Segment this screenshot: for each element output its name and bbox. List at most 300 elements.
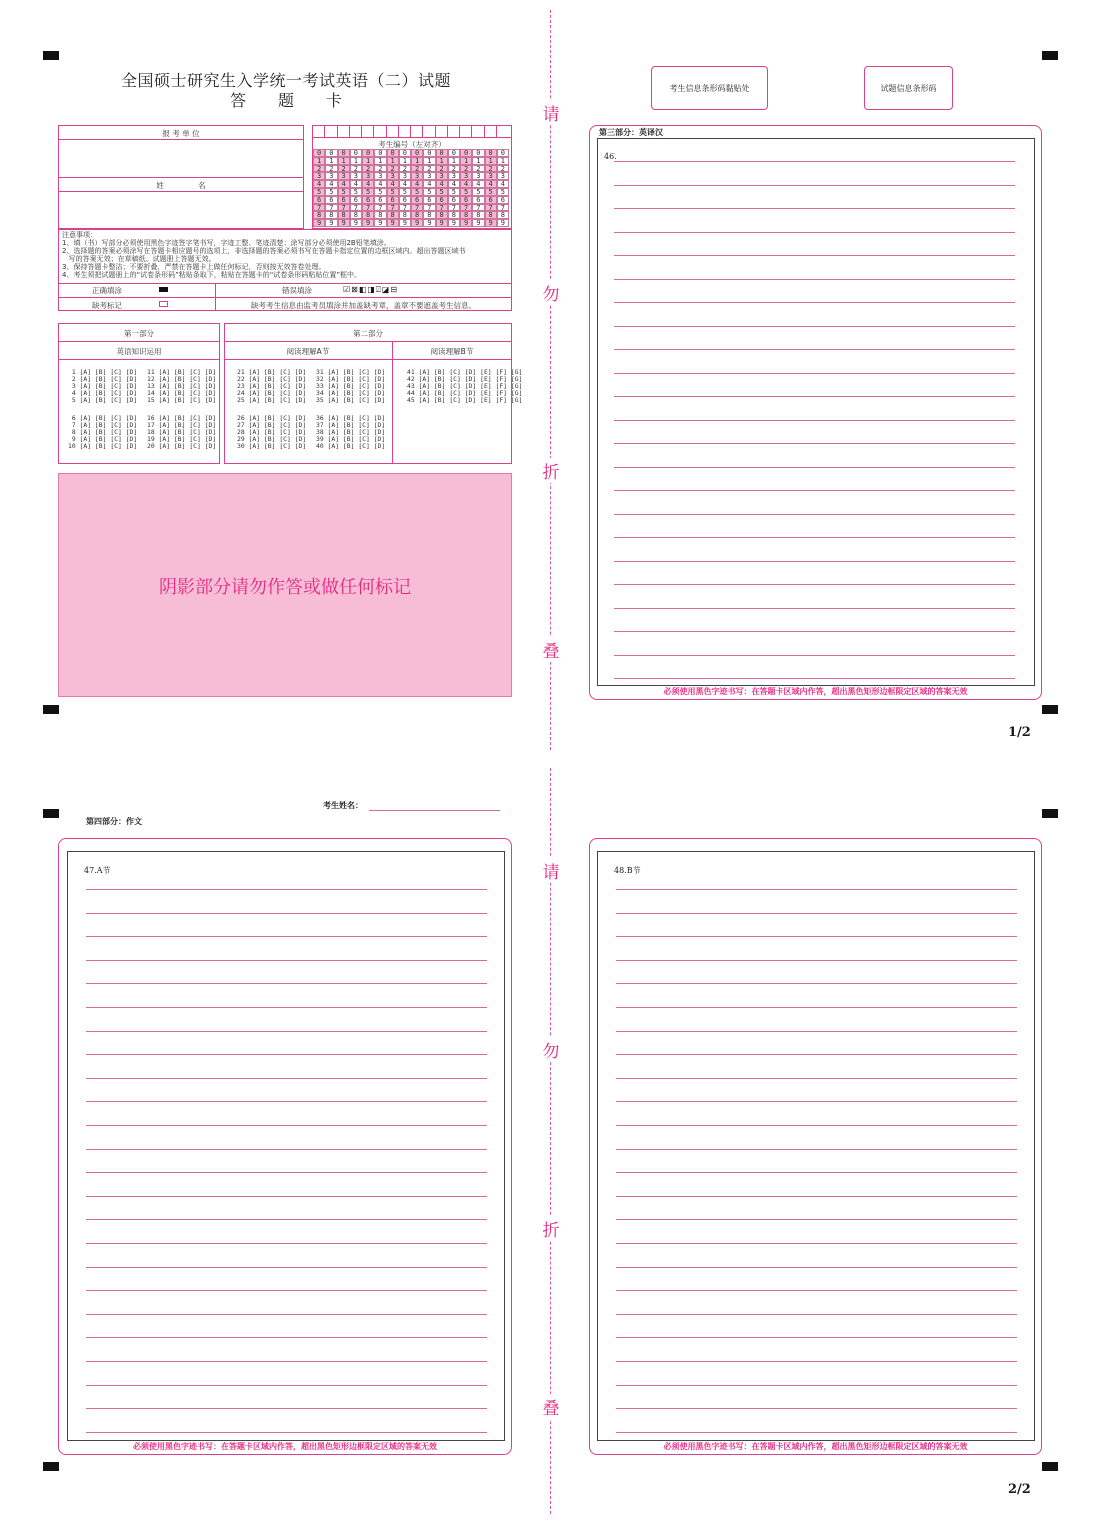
writing-line [616, 936, 1017, 937]
id-digit-bubble[interactable]: 2 [313, 165, 325, 173]
id-digit-column[interactable] [374, 149, 386, 227]
id-digit-bubble[interactable]: 2 [387, 165, 399, 173]
writing-line [614, 678, 1015, 679]
id-digit-bubble[interactable]: 0 [411, 149, 423, 157]
id-digit-bubble[interactable]: 9 [325, 219, 337, 227]
id-write-cell[interactable] [423, 126, 435, 137]
id-digit-bubble[interactable]: 6 [338, 196, 350, 204]
id-digit-bubble[interactable]: 5 [362, 188, 374, 196]
fold-char: 勿 [540, 280, 562, 305]
id-digit-bubble[interactable]: 5 [350, 188, 362, 196]
id-digit-bubble[interactable]: 3 [325, 172, 337, 180]
id-digit-bubble[interactable]: 1 [460, 157, 472, 165]
id-digit-bubble[interactable]: 6 [423, 196, 435, 204]
id-digit-bubble[interactable]: 5 [374, 188, 386, 196]
id-digit-bubble[interactable]: 5 [423, 188, 435, 196]
id-digit-bubble[interactable]: 1 [497, 157, 509, 165]
id-digit-bubble[interactable]: 1 [313, 157, 325, 165]
writing-line [616, 960, 1017, 961]
candidate-barcode-box[interactable]: 考生信息条形码黏贴处 [651, 66, 768, 110]
id-digit-bubble[interactable]: 3 [472, 172, 484, 180]
id-digit-bubble[interactable]: 3 [485, 172, 497, 180]
id-digit-bubble[interactable]: 4 [350, 180, 362, 188]
id-digit-bubble[interactable]: 2 [448, 165, 460, 173]
fold-char: 勿 [540, 1037, 562, 1062]
writing-line [614, 255, 1015, 256]
id-digit-bubble[interactable]: 7 [399, 204, 411, 212]
id-label: 考生编号（左对齐） [378, 140, 446, 149]
answer-block-41-45[interactable]: 41 [A] [B] [C] [D] [E] [F] [G] 42 [A] [B] [C] [D] [E] [F] [G] 43 [A] [B] [C] [D] [E] [F] [G] 44 [A] [B] [C] [D] [E] [F] [G] 45 [A] [B] [C] [D] [E] [F] [G] [407, 368, 523, 405]
writing-line [614, 208, 1015, 209]
id-digit-column[interactable] [497, 149, 509, 227]
writing-line [616, 1125, 1017, 1126]
writing-line [614, 608, 1015, 609]
id-digit-bubble[interactable]: 0 [472, 149, 484, 157]
id-digit-bubble[interactable]: 9 [423, 219, 435, 227]
writing-line [614, 161, 1015, 162]
id-digit-bubble[interactable]: 2 [338, 165, 350, 173]
id-digit-bubble[interactable]: 9 [436, 219, 448, 227]
footer-note: 必须使用黑色字迹书写：在答题卡区域内作答，超出黑色矩形边框限定区域的答案无效 [133, 1442, 437, 1451]
id-digit-column[interactable] [448, 149, 460, 227]
id-digit-bubble[interactable]: 7 [325, 204, 337, 212]
writing-line [86, 1054, 487, 1055]
writing-line [614, 302, 1015, 303]
writing-line [616, 1290, 1017, 1291]
fold-char: 折 [540, 1216, 562, 1241]
id-digit-bubble[interactable]: 8 [362, 211, 374, 219]
answer-block-16-20[interactable]: 16 [A] [B] [C] [D] 17 [A] [B] [C] [D] 18 [A] [B] [C] [D] 19 [A] [B] [C] [D] 20 [A] [B] [C] [D] [147, 414, 217, 451]
id-bubble-grid[interactable] [313, 149, 509, 227]
writing-line [86, 889, 487, 890]
unit-label: 报 考 单 位 [162, 129, 200, 138]
writing-line [86, 1078, 487, 1079]
part3-label: 第三部分：英译汉 [599, 128, 663, 137]
id-digit-bubble[interactable]: 3 [460, 172, 472, 180]
id-digit-bubble[interactable]: 3 [436, 172, 448, 180]
id-digit-column[interactable] [362, 149, 374, 227]
id-digit-bubble[interactable]: 2 [350, 165, 362, 173]
id-digit-bubble[interactable]: 2 [362, 165, 374, 173]
page-title: 全国硕士研究生入学统一考试英语（二）试题 [120, 71, 451, 90]
id-digit-bubble[interactable]: 0 [387, 149, 399, 157]
page-subtitle: 答题卡 [229, 91, 374, 110]
id-digit-bubble[interactable]: 6 [350, 196, 362, 204]
id-digit-bubble[interactable]: 6 [411, 196, 423, 204]
id-write-cell[interactable] [497, 126, 509, 137]
id-digit-bubble[interactable]: 3 [374, 172, 386, 180]
id-digit-bubble[interactable]: 0 [313, 149, 325, 157]
id-digit-bubble[interactable]: 1 [338, 157, 350, 165]
id-digit-bubble[interactable]: 7 [423, 204, 435, 212]
id-digit-bubble[interactable]: 5 [436, 188, 448, 196]
id-digit-bubble[interactable]: 9 [387, 219, 399, 227]
writing-line [86, 1385, 487, 1386]
id-digit-bubble[interactable]: 2 [325, 165, 337, 173]
id-digit-bubble[interactable]: 7 [485, 204, 497, 212]
id-digit-column[interactable] [423, 149, 435, 227]
writing-line [614, 467, 1015, 468]
writing-line [616, 1243, 1017, 1244]
id-digit-bubble[interactable]: 2 [472, 165, 484, 173]
id-digit-bubble[interactable]: 9 [313, 219, 325, 227]
id-write-cell[interactable] [325, 126, 337, 137]
registration-mark [1042, 51, 1058, 60]
id-digit-bubble[interactable]: 3 [497, 172, 509, 180]
page-number: 1/2 [1008, 725, 1031, 740]
id-digit-bubble[interactable]: 2 [436, 165, 448, 173]
id-digit-bubble[interactable]: 1 [436, 157, 448, 165]
id-digit-bubble[interactable]: 4 [436, 180, 448, 188]
id-digit-bubble[interactable]: 8 [448, 211, 460, 219]
fold-char: 叠 [540, 1394, 562, 1419]
id-digit-bubble[interactable]: 4 [423, 180, 435, 188]
id-digit-bubble[interactable]: 8 [497, 211, 509, 219]
id-digit-bubble[interactable]: 5 [485, 188, 497, 196]
id-digit-bubble[interactable]: 7 [411, 204, 423, 212]
writing-line [616, 1267, 1017, 1268]
writing-line [86, 1290, 487, 1291]
answer-block-26-30[interactable]: 26 [A] [B] [C] [D] 27 [A] [B] [C] [D] 28 [A] [B] [C] [D] 29 [A] [B] [C] [D] 30 [A] [B] [C] [D] [237, 414, 307, 451]
writing-line [614, 561, 1015, 562]
id-digit-bubble[interactable]: 0 [485, 149, 497, 157]
writing-line [616, 1101, 1017, 1102]
id-digit-bubble[interactable]: 6 [436, 196, 448, 204]
writing-line [86, 1314, 487, 1315]
id-digit-bubble[interactable]: 0 [460, 149, 472, 157]
id-digit-bubble[interactable]: 5 [325, 188, 337, 196]
note-line: 3、保持答题卡整洁；不要折叠，严禁在答题卡上做任何标记，否则按无效答卷处理。 [62, 263, 326, 271]
note-line: 4、考生须把试题册上的“试卷条形码”粘贴条取下，粘贴在答题卡的“试卷条形码粘贴位置”框中。 [62, 271, 361, 279]
id-digit-bubble[interactable]: 8 [472, 211, 484, 219]
answer-block-36-40[interactable]: 36 [A] [B] [C] [D] 37 [A] [B] [C] [D] 38 [A] [B] [C] [D] 39 [A] [B] [C] [D] 40 [A] [B] [C] [D] [316, 414, 386, 451]
writing-line [86, 1031, 487, 1032]
id-digit-bubble[interactable]: 6 [448, 196, 460, 204]
absent-mark-checkbox[interactable] [159, 301, 168, 307]
id-digit-bubble[interactable]: 1 [423, 157, 435, 165]
id-digit-bubble[interactable]: 3 [423, 172, 435, 180]
id-digit-bubble[interactable]: 2 [485, 165, 497, 173]
id-digit-bubble[interactable]: 1 [411, 157, 423, 165]
fold-char: 叠 [540, 637, 562, 662]
writing-line [86, 1196, 487, 1197]
id-digit-bubble[interactable]: 9 [460, 219, 472, 227]
id-digit-bubble[interactable]: 4 [313, 180, 325, 188]
id-digit-bubble[interactable]: 7 [472, 204, 484, 212]
writing-line [616, 1408, 1017, 1409]
id-digit-bubble[interactable]: 6 [460, 196, 472, 204]
id-digit-bubble[interactable]: 2 [374, 165, 386, 173]
id-digit-bubble[interactable]: 8 [423, 211, 435, 219]
id-digit-bubble[interactable]: 8 [460, 211, 472, 219]
footer-note: 必须使用黑色字迹书写：在答题卡区域内作答，超出黑色矩形边框限定区域的答案无效 [663, 1442, 968, 1451]
id-digit-bubble[interactable]: 1 [362, 157, 374, 165]
id-digit-column[interactable] [411, 149, 423, 227]
id-digit-bubble[interactable]: 3 [362, 172, 374, 180]
id-digit-bubble[interactable]: 9 [485, 219, 497, 227]
id-write-cell[interactable] [472, 126, 484, 137]
id-digit-bubble[interactable]: 0 [423, 149, 435, 157]
writing-line [86, 1007, 487, 1008]
candidate-name-field[interactable] [369, 810, 500, 811]
id-digit-bubble[interactable]: 7 [313, 204, 325, 212]
writing-line [614, 349, 1015, 350]
id-digit-bubble[interactable]: 6 [387, 196, 399, 204]
id-digit-bubble[interactable]: 4 [497, 180, 509, 188]
id-digit-bubble[interactable]: 1 [350, 157, 362, 165]
writing-line [616, 913, 1017, 914]
answer-block-21-25[interactable]: 21 [A] [B] [C] [D] 22 [A] [B] [C] [D] 23 [A] [B] [C] [D] 24 [A] [B] [C] [D] 25 [A] [B] [C] [D] [237, 368, 307, 405]
writing-line [86, 1149, 487, 1150]
id-digit-bubble[interactable]: 4 [362, 180, 374, 188]
id-write-cell[interactable] [338, 126, 350, 137]
id-digit-bubble[interactable]: 7 [497, 204, 509, 212]
id-digit-column[interactable] [313, 149, 325, 227]
id-digit-bubble[interactable]: 5 [338, 188, 350, 196]
id-digit-bubble[interactable]: 5 [497, 188, 509, 196]
id-digit-bubble[interactable]: 3 [448, 172, 460, 180]
id-digit-bubble[interactable]: 7 [387, 204, 399, 212]
id-digit-bubble[interactable]: 3 [411, 172, 423, 180]
answer-block-1-5[interactable]: 1 [A] [B] [C] [D] 2 [A] [B] [C] [D] 3 [A] [B] [C] [D] 4 [A] [B] [C] [D] 5 [A] [B] [C] [D] [71, 368, 138, 405]
fold-char: 折 [540, 458, 562, 483]
id-digit-bubble[interactable]: 9 [350, 219, 362, 227]
writing-line [86, 1267, 487, 1268]
id-write-cell[interactable] [485, 126, 497, 137]
id-digit-bubble[interactable]: 1 [485, 157, 497, 165]
id-digit-bubble[interactable]: 1 [399, 157, 411, 165]
writing-line [614, 537, 1015, 538]
writing-line [614, 490, 1015, 491]
id-write-cell[interactable] [313, 126, 325, 137]
writing-line [616, 1196, 1017, 1197]
answer-block-6-10[interactable]: 6 [A] [B] [C] [D] 7 [A] [B] [C] [D] 8 [A] [B] [C] [D] 9 [A] [B] [C] [D] 10 [A] [B] [C] [D] [68, 414, 138, 451]
writing-line [86, 1172, 487, 1173]
writing-line [86, 1361, 487, 1362]
id-digit-bubble[interactable]: 4 [448, 180, 460, 188]
id-digit-column[interactable] [472, 149, 484, 227]
id-digit-bubble[interactable]: 5 [399, 188, 411, 196]
id-write-cell[interactable] [411, 126, 423, 137]
id-write-cell[interactable] [436, 126, 448, 137]
id-digit-bubble[interactable]: 9 [448, 219, 460, 227]
q46-label: 46. [604, 152, 617, 161]
id-digit-bubble[interactable]: 4 [485, 180, 497, 188]
id-digit-bubble[interactable]: 4 [325, 180, 337, 188]
writing-line [616, 1361, 1017, 1362]
id-digit-bubble[interactable]: 9 [497, 219, 509, 227]
writing-line [614, 443, 1015, 444]
id-digit-bubble[interactable]: 9 [362, 219, 374, 227]
writing-line [616, 1337, 1017, 1338]
writing-line [616, 1149, 1017, 1150]
writing-line [614, 373, 1015, 374]
id-digit-bubble[interactable]: 5 [472, 188, 484, 196]
id-write-cell[interactable] [460, 126, 472, 137]
id-digit-bubble[interactable]: 7 [362, 204, 374, 212]
id-digit-bubble[interactable]: 2 [423, 165, 435, 173]
note-line: 写的答案无效；在草稿纸、试题册上答题无效。 [62, 255, 216, 263]
id-digit-bubble[interactable]: 0 [436, 149, 448, 157]
id-digit-bubble[interactable]: 3 [350, 172, 362, 180]
id-digit-bubble[interactable]: 8 [485, 211, 497, 219]
candidate-name-label: 考生姓名： [323, 801, 363, 810]
id-digit-bubble[interactable]: 8 [325, 211, 337, 219]
id-digit-bubble[interactable]: 7 [374, 204, 386, 212]
id-digit-bubble[interactable]: 2 [460, 165, 472, 173]
wrong-fill-samples: ☑⊠◧◨⍁◪⊟ [343, 285, 399, 294]
id-digit-bubble[interactable]: 4 [460, 180, 472, 188]
id-digit-column[interactable] [338, 149, 350, 227]
id-digit-bubble[interactable]: 2 [399, 165, 411, 173]
id-digit-bubble[interactable]: 7 [338, 204, 350, 212]
id-digit-bubble[interactable]: 8 [436, 211, 448, 219]
writing-line [614, 396, 1015, 397]
writing-line [616, 1172, 1017, 1173]
id-digit-bubble[interactable]: 0 [448, 149, 460, 157]
writing-line [616, 1007, 1017, 1008]
id-digit-bubble[interactable]: 0 [497, 149, 509, 157]
unit-input[interactable] [60, 141, 302, 175]
id-digit-bubble[interactable]: 7 [350, 204, 362, 212]
id-digit-bubble[interactable]: 5 [448, 188, 460, 196]
wrong-fill-label: 错误填涂 [282, 286, 312, 295]
id-digit-bubble[interactable]: 7 [448, 204, 460, 212]
id-digit-bubble[interactable]: 8 [374, 211, 386, 219]
id-digit-bubble[interactable]: 5 [411, 188, 423, 196]
id-digit-column[interactable] [485, 149, 497, 227]
id-digit-bubble[interactable]: 9 [399, 219, 411, 227]
id-digit-column[interactable] [325, 149, 337, 227]
part2-a-title: 阅读理解A节 [286, 347, 330, 356]
note-line: 1、填（书）写部分必须使用黑色字迹签字笔书写，字迹工整、笔迹清楚；涂写部分必须使用2B铅笔填涂。 [62, 239, 391, 247]
id-digit-column[interactable] [350, 149, 362, 227]
id-digit-bubble[interactable]: 3 [399, 172, 411, 180]
id-digit-bubble[interactable]: 1 [472, 157, 484, 165]
id-digit-bubble[interactable]: 0 [338, 149, 350, 157]
id-digit-bubble[interactable]: 8 [387, 211, 399, 219]
id-digit-bubble[interactable]: 3 [313, 172, 325, 180]
answer-block-11-15[interactable]: 11 [A] [B] [C] [D] 12 [A] [B] [C] [D] 13 [A] [B] [C] [D] 14 [A] [B] [C] [D] 15 [A] [B] [C] [D] [147, 368, 217, 405]
part3-answer-area[interactable] [597, 138, 1035, 686]
id-digit-bubble[interactable]: 8 [411, 211, 423, 219]
part4a-answer-area[interactable] [67, 851, 505, 1441]
correct-fill-label: 正确填涂 [92, 286, 122, 295]
id-digit-bubble[interactable]: 5 [387, 188, 399, 196]
id-digit-bubble[interactable]: 8 [313, 211, 325, 219]
id-digit-column[interactable] [387, 149, 399, 227]
part4b-answer-area[interactable] [597, 851, 1035, 1441]
part2-b-title: 阅读理解B节 [430, 347, 474, 356]
id-digit-bubble[interactable]: 1 [387, 157, 399, 165]
id-digit-bubble[interactable]: 9 [374, 219, 386, 227]
writing-line [86, 1219, 487, 1220]
id-digit-bubble[interactable]: 6 [485, 196, 497, 204]
writing-line [614, 185, 1015, 186]
id-digit-bubble[interactable]: 5 [313, 188, 325, 196]
id-digit-bubble[interactable]: 4 [472, 180, 484, 188]
writing-line [616, 1432, 1017, 1433]
id-digit-bubble[interactable]: 4 [411, 180, 423, 188]
id-digit-bubble[interactable]: 6 [325, 196, 337, 204]
writing-line [86, 983, 487, 984]
id-digit-bubble[interactable]: 1 [374, 157, 386, 165]
writing-line [86, 913, 487, 914]
writing-line [86, 1432, 487, 1433]
id-write-cell[interactable] [350, 126, 362, 137]
id-digit-bubble[interactable]: 6 [313, 196, 325, 204]
note-line: 2、选择题的答案必须涂写在答题卡相应题号的选项上，非选择题的答案必须书写在答题卡指定位置的边框区域内。超出答题区域书 [62, 247, 466, 255]
id-digit-bubble[interactable]: 6 [362, 196, 374, 204]
id-digit-bubble[interactable]: 9 [411, 219, 423, 227]
id-digit-bubble[interactable]: 4 [387, 180, 399, 188]
footer-note: 必须使用黑色字迹书写：在答题卡区域内作答，超出黑色矩形边框限定区域的答案无效 [663, 687, 968, 696]
id-write-cell[interactable] [399, 126, 411, 137]
id-digit-column[interactable] [399, 149, 411, 227]
id-digit-bubble[interactable]: 0 [325, 149, 337, 157]
writing-line [614, 655, 1015, 656]
id-digit-bubble[interactable]: 0 [350, 149, 362, 157]
id-digit-bubble[interactable]: 8 [399, 211, 411, 219]
id-digit-bubble[interactable]: 6 [399, 196, 411, 204]
id-digit-bubble[interactable]: 6 [374, 196, 386, 204]
id-write-cell[interactable] [387, 126, 399, 137]
id-digit-bubble[interactable]: 9 [338, 219, 350, 227]
part1-subtitle: 英语知识运用 [116, 347, 162, 356]
id-digit-bubble[interactable]: 9 [472, 219, 484, 227]
id-write-cell[interactable] [374, 126, 386, 137]
id-digit-bubble[interactable]: 4 [399, 180, 411, 188]
writing-line [614, 420, 1015, 421]
id-digit-bubble[interactable]: 6 [472, 196, 484, 204]
id-digit-bubble[interactable]: 3 [338, 172, 350, 180]
id-digit-column[interactable] [436, 149, 448, 227]
q48-label: 48.B节 [614, 866, 641, 875]
id-digit-bubble[interactable]: 1 [325, 157, 337, 165]
registration-mark [43, 809, 59, 818]
id-digit-bubble[interactable]: 4 [338, 180, 350, 188]
id-digit-bubble[interactable]: 0 [399, 149, 411, 157]
id-digit-bubble[interactable]: 7 [436, 204, 448, 212]
id-digit-bubble[interactable]: 4 [374, 180, 386, 188]
id-write-cell[interactable] [362, 126, 374, 137]
writing-line [86, 1125, 487, 1126]
id-write-row[interactable] [313, 126, 511, 137]
paper-barcode-box[interactable]: 试题信息条形码 [864, 66, 953, 110]
id-digit-bubble[interactable]: 5 [460, 188, 472, 196]
writing-line [616, 1078, 1017, 1079]
writing-line [614, 631, 1015, 632]
id-digit-column[interactable] [460, 149, 472, 227]
absent-note: 缺考考生信息由监考员填涂并加盖缺考章，盖章不要遮盖考生信息。 [251, 301, 476, 310]
id-digit-bubble[interactable]: 0 [362, 149, 374, 157]
name-input[interactable] [60, 193, 302, 227]
answer-block-31-35[interactable]: 31 [A] [B] [C] [D] 32 [A] [B] [C] [D] 33 [A] [B] [C] [D] 34 [A] [B] [C] [D] 35 [A] [B] [C] [D] [316, 368, 386, 405]
fold-char: 请 [540, 858, 562, 883]
q47-label: 47.A节 [84, 866, 111, 875]
id-digit-bubble[interactable]: 2 [497, 165, 509, 173]
id-digit-bubble[interactable]: 8 [350, 211, 362, 219]
id-digit-bubble[interactable]: 1 [448, 157, 460, 165]
id-write-cell[interactable] [448, 126, 460, 137]
id-digit-bubble[interactable]: 6 [497, 196, 509, 204]
id-digit-bubble[interactable]: 2 [411, 165, 423, 173]
id-digit-bubble[interactable]: 3 [387, 172, 399, 180]
id-digit-bubble[interactable]: 8 [338, 211, 350, 219]
id-digit-bubble[interactable]: 7 [460, 204, 472, 212]
part1-title: 第一部分 [124, 329, 154, 338]
id-digit-bubble[interactable]: 0 [374, 149, 386, 157]
